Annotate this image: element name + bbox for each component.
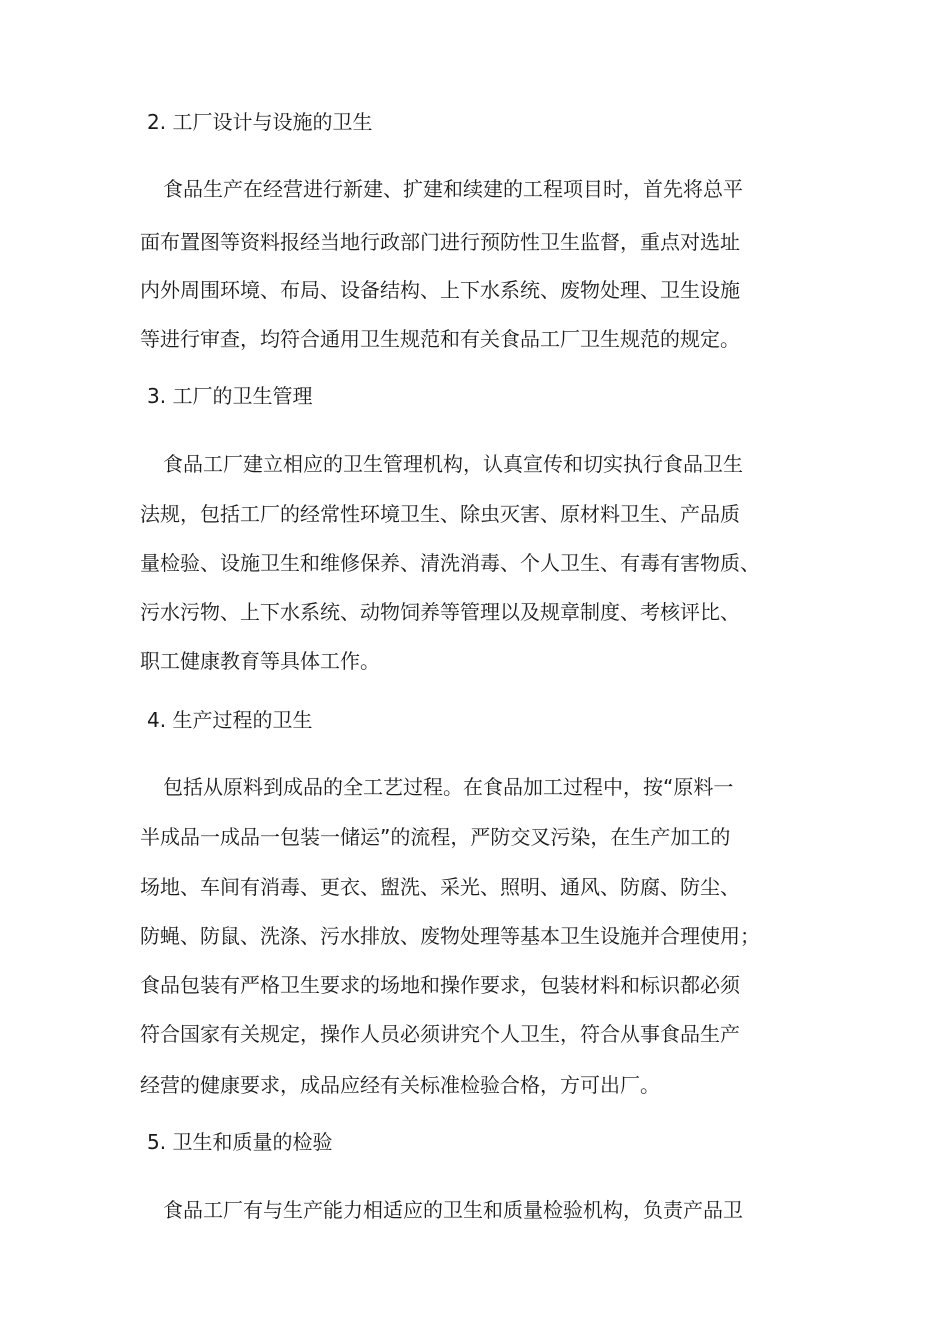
paragraph-line: 防蝇、防鼠、洗涤、污水排放、废物处理等基本卫生设施并合理使用； [140,924,760,948]
section-heading: 4. 生产过程的卫生 [147,708,313,732]
section-heading: 5. 卫生和质量的检验 [147,1130,333,1154]
section-heading: 2. 工厂设计与设施的卫生 [147,110,373,134]
paragraph-line: 食品工厂有与生产能力相适应的卫生和质量检验机构，负责产品卫 [163,1198,743,1222]
paragraph-line: 食品生产在经营进行新建、扩建和续建的工程项目时，首先将总平 [163,177,743,201]
paragraph-line: 食品包装有严格卫生要求的场地和操作要求，包装材料和标识都必须 [140,973,740,997]
paragraph-line: 场地、车间有消毒、更衣、盥洗、采光、照明、通风、防腐、防尘、 [140,875,740,899]
paragraph-line: 半成品一成品一包装一储运”的流程，严防交叉污染，在生产加工的 [140,825,731,849]
paragraph-line: 等进行审查，均符合通用卫生规范和有关食品工厂卫生规范的规定。 [140,327,740,351]
paragraph-line: 面布置图等资料报经当地行政部门进行预防性卫生监督，重点对选址 [140,230,740,254]
paragraph-line: 内外周围环境、布局、设备结构、上下水系统、废物处理、卫生设施 [140,278,740,302]
paragraph-line: 量检验、设施卫生和维修保养、清洗消毒、个人卫生、有毒有害物质、 [140,551,760,575]
paragraph-line: 包括从原料到成品的全工艺过程。在食品加工过程中，按“原料一 [163,775,734,799]
paragraph-line: 食品工厂建立相应的卫生管理机构，认真宣传和切实执行食品卫生 [163,452,743,476]
paragraph-line: 符合国家有关规定，操作人员必须讲究个人卫生，符合从事食品生产 [140,1022,740,1046]
section-heading: 3. 工厂的卫生管理 [147,384,313,408]
paragraph-line: 污水污物、上下水系统、动物饲养等管理以及规章制度、考核评比、 [140,600,740,624]
paragraph-line: 法规，包括工厂的经常性环境卫生、除虫灭害、原材料卫生、产品质 [140,502,740,526]
paragraph-line: 职工健康教育等具体工作。 [140,649,380,673]
paragraph-line: 经营的健康要求，成品应经有关标准检验合格，方可出厂。 [140,1073,660,1097]
